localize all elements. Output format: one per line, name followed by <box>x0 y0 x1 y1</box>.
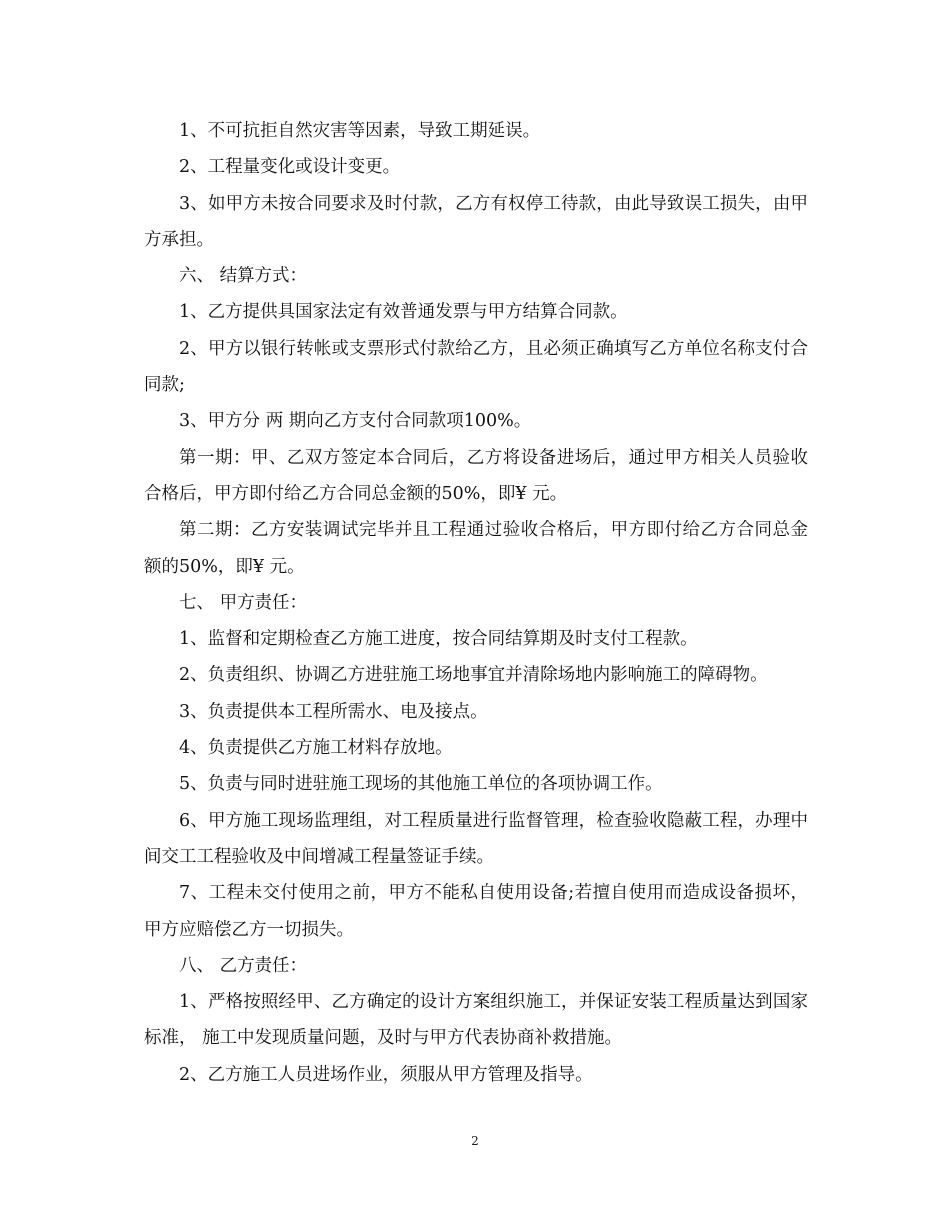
paragraph-6: 2、甲方以银行转帐或支票形式付款给乙方，且必须正确填写乙方单位名称支付合同款; <box>144 338 808 396</box>
page-number: 2 <box>471 1134 479 1148</box>
paragraph-12: 2、负责组织、协调乙方进驻施工场地事宜并清除场地内影响施工的障碍物。 <box>179 665 768 686</box>
section-heading-settlement: 六、 结算方式： <box>179 266 308 287</box>
section-heading-party-b: 八、 乙方责任： <box>179 955 308 976</box>
document-body <box>144 113 808 1093</box>
section-heading-party-a: 七、 甲方责任： <box>179 592 308 613</box>
paragraph-15: 5、负责与同时进驻施工现场的其他施工单位的各项协调工作。 <box>179 774 663 795</box>
paragraph-20: 2、乙方施工人员进场作业，须服从甲方管理及指导。 <box>179 1064 593 1085</box>
paragraph-11: 1、监督和定期检查乙方施工进度，按合同结算期及时支付工程款。 <box>179 629 698 650</box>
paragraph-2: 2、工程量变化或设计变更。 <box>179 157 401 178</box>
paragraph-16: 6、甲方施工现场监理组，对工程质量进行监督管理，检查验收隐蔽工程，办理中间交工工程验收及中间增减工程量签证手续。 <box>144 810 808 867</box>
paragraph-19: 1、严格按照经甲、乙方确定的设计方案组织施工，并保证安装工程质量达到国家标准， 施工中发现质量问题，及时与甲方代表协商补救措施。 <box>144 992 808 1049</box>
paragraph-13: 3、负责提供本工程所需水、电及接点。 <box>179 701 488 722</box>
paragraph-1: 1、不可抗拒自然灾害等因素，导致工期延误。 <box>179 121 541 141</box>
paragraph-5: 1、乙方提供具国家法定有效普通发票与甲方结算合同款。 <box>179 302 628 323</box>
paragraph-17: 7、工程未交付使用之前，甲方不能私自使用设备;若擅自使用而造成设备损坏，甲方应赔偿乙方一切损失。 <box>144 883 808 940</box>
paragraph-14: 4、负责提供乙方施工材料存放地。 <box>179 738 453 759</box>
paragraph-7: 3、甲方分 两 期向乙方支付合同款项100%。 <box>179 411 532 432</box>
paragraph-second-payment: 第二期：乙方安装调试完毕并且工程通过验收合格后，甲方即付给乙方合同总金额的50%，即¥ 元。 <box>144 520 808 577</box>
paragraph-3: 3、如甲方未按合同要求及时付款，乙方有权停工待款，由此导致误工损失，由甲方承担。 <box>144 193 808 250</box>
paragraph-first-payment: 第一期：甲、乙双方签定本合同后，乙方将设备进场后，通过甲方相关人员验收合格后，甲方即付给乙方合同总金额的50%，即¥ 元。 <box>144 447 808 504</box>
